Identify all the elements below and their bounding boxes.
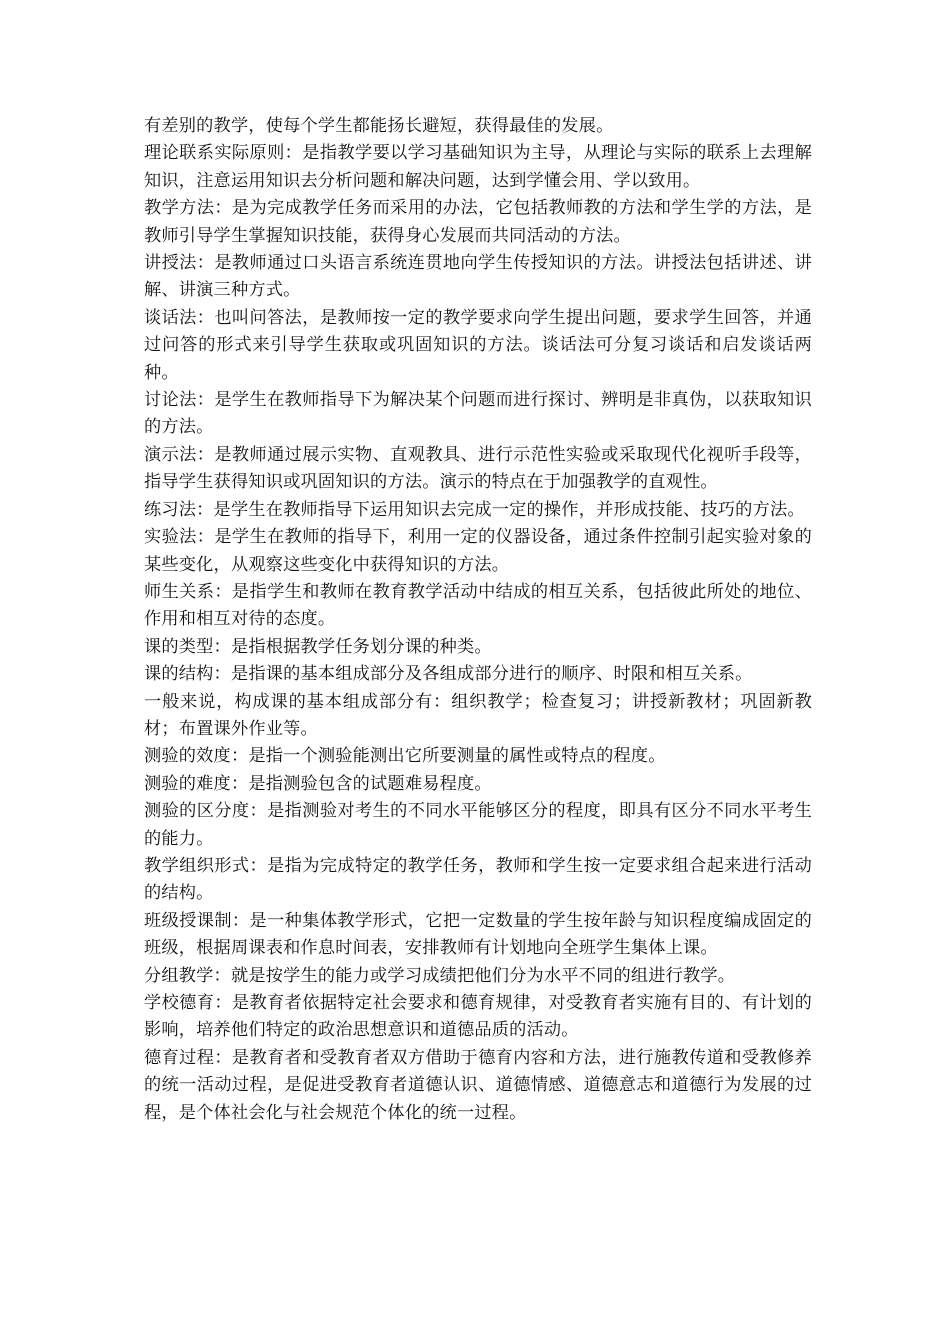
paragraph-theory-practice-principle: 理论联系实际原则：是指教学要以学习基础知识为主导，从理论与实际的联系上去理解知识，注意运用知识去分析问题和解决问题，达到学懂会用、学以致用。 [144,143,812,191]
paragraph-differentiated-teaching: 有差别的教学，使每个学生都能扬长避短，获得最佳的发展。 [144,116,614,136]
paragraph-practice-method: 练习法：是学生在教师指导下运用知识去完成一定的操作，并形成技能、技巧的方法。 [144,499,805,520]
paragraph-lecture-method: 讲授法：是教师通过口头语言系统连贯地向学生传授知识的方法。讲授法包括讲述、讲解、讲演三种方式。 [144,253,812,301]
paragraph-experiment-method: 实验法：是学生在教师的指导下，利用一定的仪器设备，通过条件控制引起实验对象的某些变化，从观察这些变化中获得知识的方法。 [144,527,812,575]
paragraph-lesson-structure: 课的结构：是指课的基本组成部分及各组成部分进行的顺序、时限和相互关系。 [144,664,753,685]
document-body [144,113,812,1127]
paragraph-lesson-types: 课的类型：是指根据教学任务划分课的种类。 [144,636,492,657]
paragraph-moral-education-process: 德育过程：是教育者和受教育者双方借助于德育内容和方法，进行施教传道和受教修养的统一活动过程，是促进受教育者道德认识、道德情感、道德意志和道德行为发展的过程，是个体社会化与社会规范个体化的统一过程。 [144,1047,812,1123]
paragraph-test-validity: 测验的效度：是指一个测验能测出它所要测量的属性或特点的程度。 [144,746,666,767]
paragraph-teacher-student-relation: 师生关系：是指学生和教师在教育教学活动中结成的相互关系，包括彼此所处的地位、作用和相互对待的态度。 [144,581,812,630]
paragraph-group-teaching: 分组教学：就是按学生的能力或学习成绩把他们分为水平不同的组进行教学。 [144,965,736,986]
paragraph-teaching-organization: 教学组织形式：是指为完成特定的教学任务，教师和学生按一定要求组合起来进行活动的结构。 [144,855,812,904]
paragraph-class-teaching-system: 班级授课制：是一种集体教学形式，它把一定数量的学生按年龄与知识程度编成固定的班级，根据周课表和作息时间表，安排教师有计划地向全班学生集体上课。 [144,910,812,959]
paragraph-test-difficulty: 测验的难度：是指测验包含的试题难易程度。 [144,773,492,794]
paragraph-teaching-methods: 教学方法：是为完成教学任务而采用的办法，它包括教师教的方法和学生学的方法，是教师引导学生掌握知识技能，获得身心发展而共同活动的方法。 [144,198,812,246]
paragraph-conversation-method: 谈话法：也叫问答法，是教师按一定的教学要求向学生提出问题，要求学生回答，并通过问答的形式来引导学生获取或巩固知识的方法。谈话法可分复习谈话和启发谈话两种。 [144,307,812,383]
paragraph-demonstration-method: 演示法：是教师通过展示实物、直观教具、进行示范性实验或采取现代化视听手段等，指导学生获得知识或巩固知识的方法。演示的特点在于加强教学的直观性。 [144,444,812,493]
paragraph-school-moral-education: 学校德育：是教育者依据特定社会要求和德育规律，对受教育者实施有目的、有计划的影响，培养他们特定的政治思想意识和道德品质的活动。 [144,993,812,1041]
paragraph-discussion-method: 讨论法：是学生在教师指导下为解决某个问题而进行探讨、辨明是非真伪，以获取知识的方法。 [144,390,812,438]
paragraph-test-discrimination: 测验的区分度：是指测验对考生的不同水平能够区分的程度，即具有区分不同水平考生的能力。 [144,801,812,849]
paragraph-lesson-components: 一般来说，构成课的基本组成部分有：组织教学；检查复习；讲授新教材；巩固新教材；布置课外作业等。 [144,691,812,739]
